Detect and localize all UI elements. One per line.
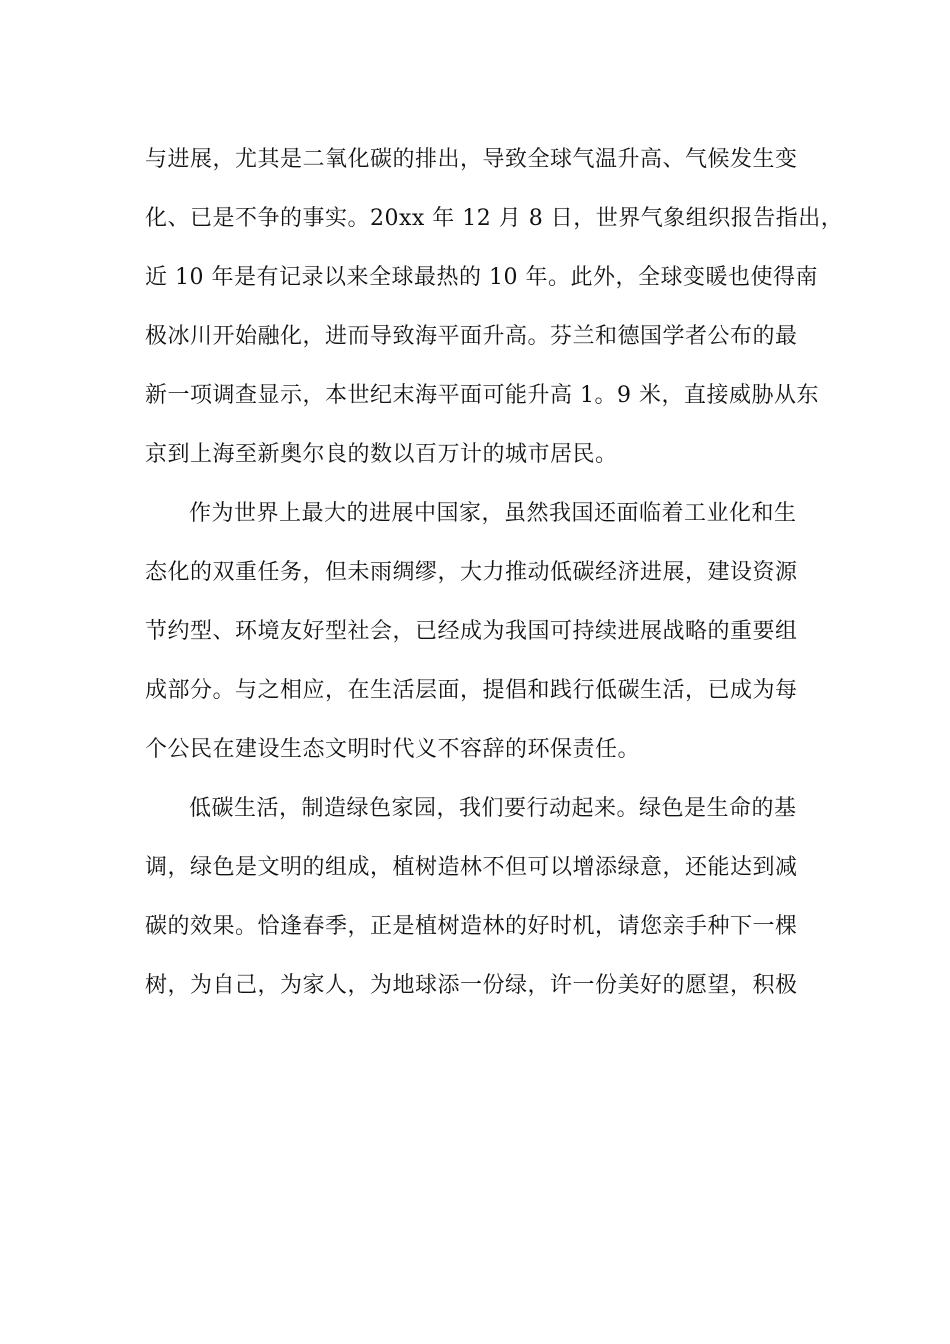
text-line: 低碳生活，制造绿色家园，我们要行动起来。绿色是生命的基 [189,796,797,821]
text-line: 态化的双重任务，但未雨绸缪，大力推动低碳经济进展，建设资源 [145,560,798,585]
text-line: 极冰川开始融化，进而导致海平面升高。芬兰和德国学者公布的最 [145,324,798,349]
paragraph-1 [145,130,844,484]
text-line: 调，绿色是文明的组成，植树造林不但可以增添绿意，还能达到减 [145,855,798,880]
text-line: 与进展，尤其是二氧化碳的排出，导致全球气温升高、气候发生变 [145,147,798,172]
text-line: 成部分。与之相应，在生活层面，提倡和践行低碳生活，已成为每 [145,678,798,703]
text-line: 个公民在建设生态文明时代义不容辞的环保责任。 [145,737,641,762]
text-line: 作为世界上最大的进展中国家，虽然我国还面临着工业化和生 [189,501,797,526]
paragraph-2 [145,484,805,779]
text-line: 树，为自己，为家人，为地球添一份绿，许一份美好的愿望，积极 [145,973,798,998]
text-line: 近 10 年是有记录以来全球最热的 10 年。此外，全球变暖也使得南 [145,265,818,290]
text-line: 新一项调查显示，本世纪末海平面可能升高 1。9 米，直接威胁从东 [145,383,819,408]
text-line: 化、已是不争的事实。20xx 年 12 月 8 日，世界气象组织报告指出， [145,206,844,231]
text-line: 节约型、环境友好型社会，已经成为我国可持续进展战略的重要组 [145,619,798,644]
text-line: 碳的效果。恰逢春季，正是植树造林的好时机，请您亲手种下一棵 [145,914,798,939]
paragraph-3 [145,779,805,1015]
text-line: 京到上海至新奥尔良的数以百万计的城市居民。 [145,442,618,467]
document-body [145,130,844,1015]
